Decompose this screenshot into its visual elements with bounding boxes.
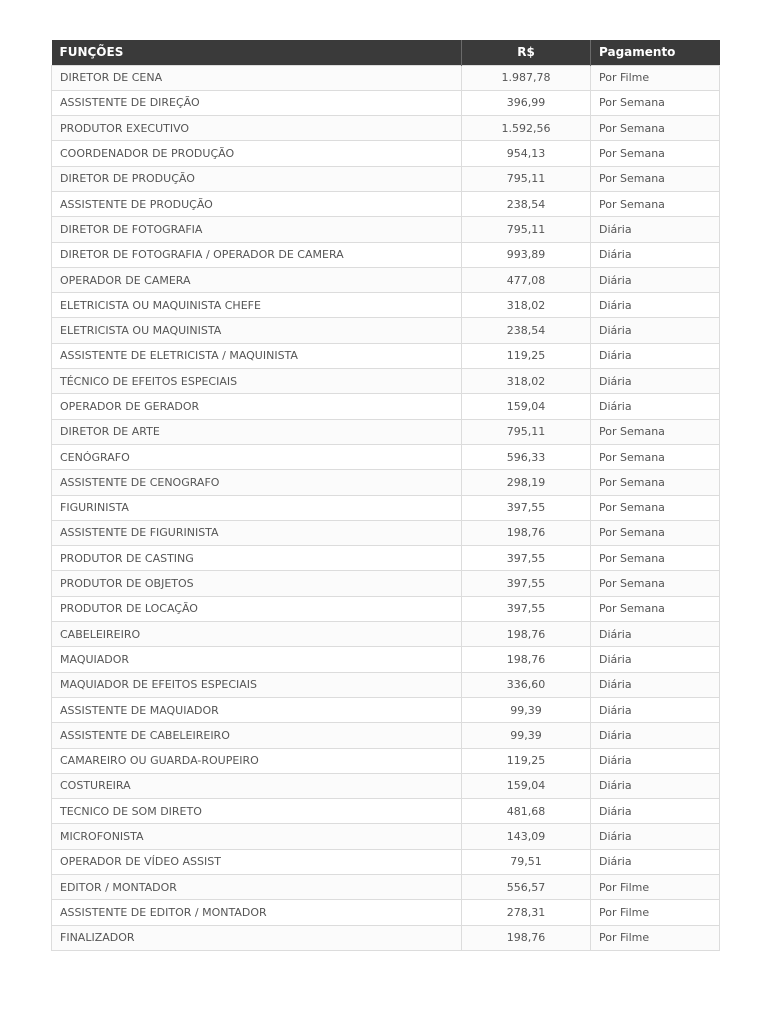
cell-funcao: DIRETOR DE ARTE bbox=[52, 419, 462, 444]
cell-pagamento: Por Filme bbox=[591, 65, 720, 90]
cell-pagamento: Diária bbox=[591, 369, 720, 394]
cell-valor: 993,89 bbox=[462, 242, 591, 267]
cell-funcao: CABELEIREIRO bbox=[52, 622, 462, 647]
cell-valor: 397,55 bbox=[462, 596, 591, 621]
cell-funcao: OPERADOR DE VÍDEO ASSIST bbox=[52, 849, 462, 874]
cell-pagamento: Por Semana bbox=[591, 141, 720, 166]
table-row bbox=[52, 217, 720, 242]
table-row bbox=[52, 116, 720, 141]
table-row bbox=[52, 824, 720, 849]
cell-valor: 99,39 bbox=[462, 697, 591, 722]
table-row bbox=[52, 166, 720, 191]
table-row bbox=[52, 419, 720, 444]
cell-funcao: DIRETOR DE PRODUÇÃO bbox=[52, 166, 462, 191]
cell-funcao: PRODUTOR DE CASTING bbox=[52, 546, 462, 571]
cell-pagamento: Diária bbox=[591, 824, 720, 849]
cell-pagamento: Diária bbox=[591, 723, 720, 748]
cell-funcao: ASSISTENTE DE DIREÇÃO bbox=[52, 90, 462, 115]
cell-pagamento: Diária bbox=[591, 242, 720, 267]
cell-valor: 795,11 bbox=[462, 166, 591, 191]
cell-funcao: EDITOR / MONTADOR bbox=[52, 875, 462, 900]
cell-pagamento: Por Filme bbox=[591, 875, 720, 900]
table-row bbox=[52, 925, 720, 950]
cell-funcao: TECNICO DE SOM DIRETO bbox=[52, 799, 462, 824]
table-row bbox=[52, 596, 720, 621]
cell-funcao: TÉCNICO DE EFEITOS ESPECIAIS bbox=[52, 369, 462, 394]
table-row bbox=[52, 849, 720, 874]
cell-pagamento: Diária bbox=[591, 622, 720, 647]
table-row bbox=[52, 242, 720, 267]
cell-funcao: FIGURINISTA bbox=[52, 495, 462, 520]
cell-funcao: ASSISTENTE DE PRODUÇÃO bbox=[52, 191, 462, 216]
table-row bbox=[52, 470, 720, 495]
cell-valor: 159,04 bbox=[462, 773, 591, 798]
table-header bbox=[52, 40, 720, 65]
cell-valor: 1.592,56 bbox=[462, 116, 591, 141]
cell-valor: 397,55 bbox=[462, 571, 591, 596]
cell-pagamento: Por Semana bbox=[591, 166, 720, 191]
table-row bbox=[52, 748, 720, 773]
cell-funcao: OPERADOR DE GERADOR bbox=[52, 394, 462, 419]
cell-funcao: MAQUIADOR DE EFEITOS ESPECIAIS bbox=[52, 672, 462, 697]
header-pagamento: Pagamento bbox=[599, 45, 676, 60]
cell-valor: 481,68 bbox=[462, 799, 591, 824]
cell-funcao: ASSISTENTE DE EDITOR / MONTADOR bbox=[52, 900, 462, 925]
table-row bbox=[52, 191, 720, 216]
cell-valor: 159,04 bbox=[462, 394, 591, 419]
cell-valor: 143,09 bbox=[462, 824, 591, 849]
salary-table-container bbox=[51, 40, 719, 951]
cell-funcao: MICROFONISTA bbox=[52, 824, 462, 849]
table-row bbox=[52, 875, 720, 900]
cell-funcao: ASSISTENTE DE CABELEIREIRO bbox=[52, 723, 462, 748]
cell-valor: 99,39 bbox=[462, 723, 591, 748]
cell-pagamento: Por Semana bbox=[591, 596, 720, 621]
cell-funcao: COSTUREIRA bbox=[52, 773, 462, 798]
cell-valor: 336,60 bbox=[462, 672, 591, 697]
cell-valor: 397,55 bbox=[462, 495, 591, 520]
table-row bbox=[52, 141, 720, 166]
cell-funcao: CAMAREIRO OU GUARDA-ROUPEIRO bbox=[52, 748, 462, 773]
cell-valor: 596,33 bbox=[462, 444, 591, 469]
cell-valor: 1.987,78 bbox=[462, 65, 591, 90]
cell-valor: 278,31 bbox=[462, 900, 591, 925]
cell-funcao: ELETRICISTA OU MAQUINISTA bbox=[52, 318, 462, 343]
cell-funcao: ASSISTENTE DE MAQUIADOR bbox=[52, 697, 462, 722]
cell-funcao: DIRETOR DE FOTOGRAFIA / OPERADOR DE CAMERA bbox=[52, 242, 462, 267]
cell-funcao: CENÓGRAFO bbox=[52, 444, 462, 469]
cell-pagamento: Por Semana bbox=[591, 470, 720, 495]
table-row bbox=[52, 369, 720, 394]
cell-pagamento: Diária bbox=[591, 849, 720, 874]
cell-funcao: COORDENADOR DE PRODUÇÃO bbox=[52, 141, 462, 166]
cell-funcao: ASSISTENTE DE FIGURINISTA bbox=[52, 520, 462, 545]
cell-pagamento: Diária bbox=[591, 293, 720, 318]
table-row bbox=[52, 773, 720, 798]
cell-pagamento: Por Semana bbox=[591, 444, 720, 469]
cell-valor: 198,76 bbox=[462, 647, 591, 672]
table-row bbox=[52, 697, 720, 722]
table-row bbox=[52, 520, 720, 545]
cell-pagamento: Diária bbox=[591, 394, 720, 419]
cell-pagamento: Diária bbox=[591, 343, 720, 368]
cell-pagamento: Diária bbox=[591, 773, 720, 798]
cell-pagamento: Diária bbox=[591, 318, 720, 343]
header-row bbox=[52, 40, 720, 65]
cell-funcao: ASSISTENTE DE ELETRICISTA / MAQUINISTA bbox=[52, 343, 462, 368]
table-row bbox=[52, 546, 720, 571]
cell-pagamento: Por Semana bbox=[591, 520, 720, 545]
cell-funcao: PRODUTOR DE OBJETOS bbox=[52, 571, 462, 596]
cell-funcao: ASSISTENTE DE CENOGRAFO bbox=[52, 470, 462, 495]
cell-pagamento: Por Semana bbox=[591, 546, 720, 571]
cell-valor: 795,11 bbox=[462, 419, 591, 444]
cell-valor: 477,08 bbox=[462, 267, 591, 292]
cell-pagamento: Por Filme bbox=[591, 925, 720, 950]
cell-funcao: ELETRICISTA OU MAQUINISTA CHEFE bbox=[52, 293, 462, 318]
cell-funcao: OPERADOR DE CAMERA bbox=[52, 267, 462, 292]
header-funcoes: FUNÇÕES bbox=[52, 40, 462, 65]
cell-valor: 396,99 bbox=[462, 90, 591, 115]
table-row bbox=[52, 495, 720, 520]
cell-valor: 79,51 bbox=[462, 849, 591, 874]
cell-valor: 198,76 bbox=[462, 520, 591, 545]
table-row bbox=[52, 318, 720, 343]
table-row bbox=[52, 799, 720, 824]
cell-funcao: FINALIZADOR bbox=[52, 925, 462, 950]
cell-pagamento: Por Semana bbox=[591, 116, 720, 141]
cell-pagamento: Diária bbox=[591, 748, 720, 773]
cell-funcao: DIRETOR DE FOTOGRAFIA bbox=[52, 217, 462, 242]
table-row bbox=[52, 293, 720, 318]
cell-pagamento: Diária bbox=[591, 217, 720, 242]
table-body bbox=[52, 65, 720, 950]
cell-pagamento: Por Filme bbox=[591, 900, 720, 925]
cell-pagamento: Por Semana bbox=[591, 495, 720, 520]
cell-valor: 298,19 bbox=[462, 470, 591, 495]
cell-valor: 238,54 bbox=[462, 318, 591, 343]
cell-valor: 795,11 bbox=[462, 217, 591, 242]
table-row bbox=[52, 343, 720, 368]
cell-valor: 119,25 bbox=[462, 748, 591, 773]
table-row bbox=[52, 571, 720, 596]
table-row bbox=[52, 444, 720, 469]
cell-pagamento: Diária bbox=[591, 647, 720, 672]
table-row bbox=[52, 672, 720, 697]
cell-pagamento: Diária bbox=[591, 799, 720, 824]
cell-funcao: PRODUTOR EXECUTIVO bbox=[52, 116, 462, 141]
cell-valor: 397,55 bbox=[462, 546, 591, 571]
cell-funcao: DIRETOR DE CENA bbox=[52, 65, 462, 90]
cell-funcao: MAQUIADOR bbox=[52, 647, 462, 672]
table-row bbox=[52, 65, 720, 90]
cell-pagamento: Diária bbox=[591, 697, 720, 722]
cell-valor: 556,57 bbox=[462, 875, 591, 900]
table-row bbox=[52, 900, 720, 925]
cell-valor: 954,13 bbox=[462, 141, 591, 166]
cell-pagamento: Por Semana bbox=[591, 191, 720, 216]
table-row bbox=[52, 723, 720, 748]
cell-valor: 238,54 bbox=[462, 191, 591, 216]
cell-pagamento: Diária bbox=[591, 267, 720, 292]
cell-valor: 198,76 bbox=[462, 925, 591, 950]
table-row bbox=[52, 394, 720, 419]
cell-valor: 119,25 bbox=[462, 343, 591, 368]
cell-pagamento: Por Semana bbox=[591, 571, 720, 596]
cell-pagamento: Por Semana bbox=[591, 90, 720, 115]
cell-pagamento: Por Semana bbox=[591, 419, 720, 444]
table-row bbox=[52, 90, 720, 115]
table-row bbox=[52, 267, 720, 292]
table-row bbox=[52, 622, 720, 647]
salary-table bbox=[51, 40, 720, 951]
cell-valor: 318,02 bbox=[462, 369, 591, 394]
cell-funcao: PRODUTOR DE LOCAÇÃO bbox=[52, 596, 462, 621]
cell-valor: 198,76 bbox=[462, 622, 591, 647]
header-valor: R$ bbox=[462, 40, 591, 65]
cell-valor: 318,02 bbox=[462, 293, 591, 318]
cell-pagamento: Diária bbox=[591, 672, 720, 697]
table-row bbox=[52, 647, 720, 672]
